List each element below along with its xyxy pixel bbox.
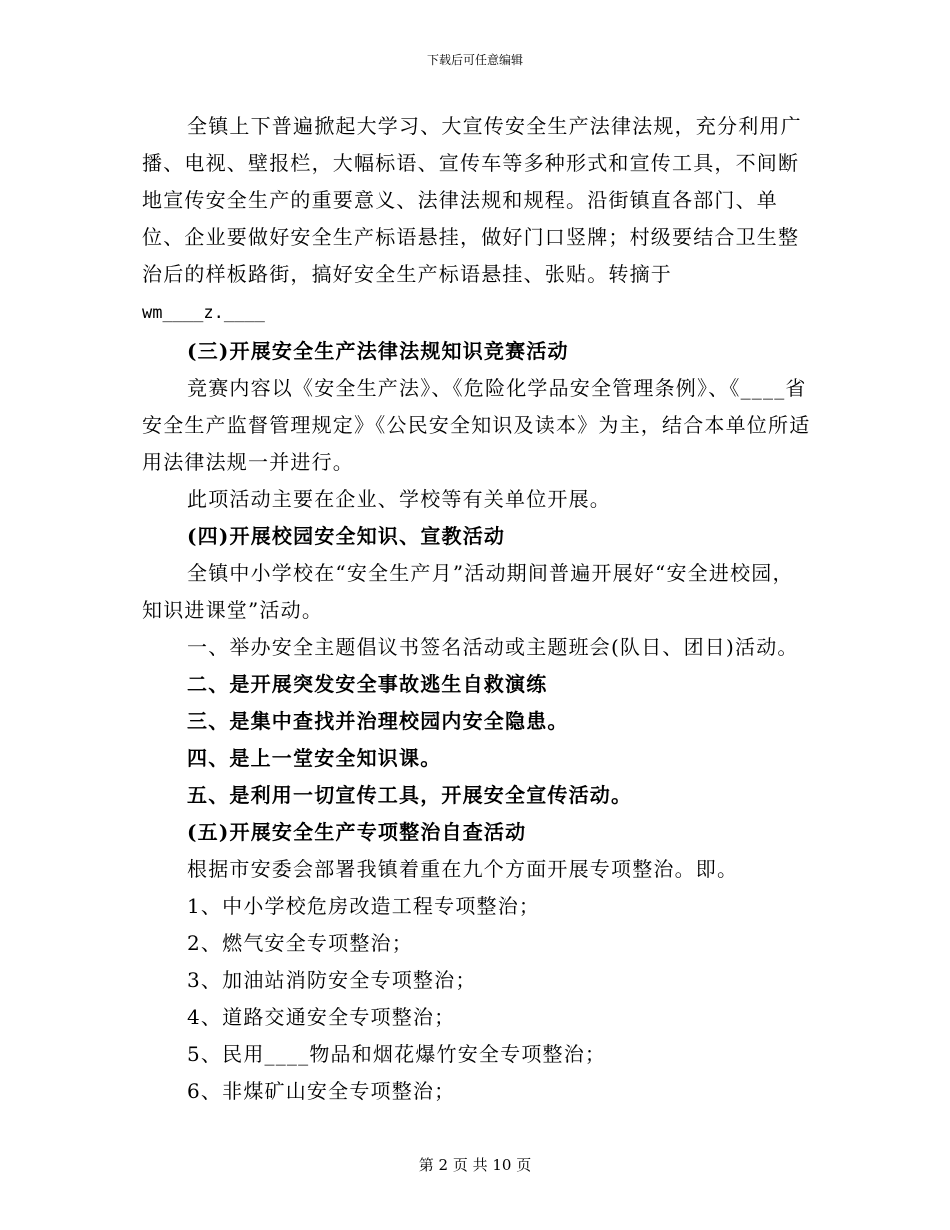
page-number-footer: 第 2 页 共 10 页	[418, 1156, 532, 1174]
list-item-campus-2: 二、是开展突发安全事故逃生自救演练	[187, 672, 548, 696]
document-body	[142, 108, 814, 1110]
page-header-note: 下载后可任意编辑	[426, 53, 523, 67]
paragraph-rectification-intro: 根据市安委会部署我镇着重在九个方面开展专项整治。即。	[187, 857, 739, 881]
source-reference: wm____z.____	[142, 303, 265, 323]
list-item-rectification-4: 4、道路交通安全专项整治；	[187, 1005, 456, 1029]
list-item-campus-1: 一、举办安全主题倡议书签名活动或主题班会(队日、团日)活动。	[187, 635, 799, 659]
list-item-rectification-6: 6、非煤矿山安全专项整治；	[187, 1079, 456, 1103]
section-heading-3: (三)开展安全生产法律法规知识竞赛活动	[187, 339, 569, 363]
list-item-rectification-3: 3、加油站消防安全专项整治；	[187, 968, 477, 992]
section-heading-4: (四)开展校园安全知识、宣教活动	[187, 524, 506, 548]
list-item-rectification-2: 2、燃气安全专项整治；	[187, 931, 413, 955]
list-item-campus-5: 五、是利用一切宣传工具，开展安全宣传活动。	[187, 783, 633, 807]
paragraph-campus-activity: 全镇中小学校在“安全生产月”活动期间普遍开展好“安全进校园，知识进课堂”活动。	[142, 561, 794, 622]
paragraph-publicity: 全镇上下普遍掀起大学习、大宣传安全生产法律法规，充分利用广播、电视、壁报栏，大幅标语、宣传车等多种形式和宣传工具，不间断地宣传安全生产的重要意义、法律法规和规程。沿街镇直各部门、单位、企业要做好安全生产标语悬挂，做好门口竖牌；村级要结合卫生整治后的样板路街，搞好安全生产标语悬挂、张贴。转摘于	[142, 114, 802, 286]
paragraph-competition-content: 竞赛内容以《安全生产法》、《危险化学品安全管理条例》、《____省安全生产监督管理规定》《公民安全知识及读本》为主，结合本单位所适用法律法规一并进行。	[142, 376, 811, 474]
list-item-campus-3: 三、是集中查找并治理校园内安全隐患。	[187, 709, 569, 733]
list-item-rectification-5: 5、民用____物品和烟花爆竹安全专项整治；	[187, 1042, 607, 1066]
paragraph-competition-scope: 此项活动主要在企业、学校等有关单位开展。	[187, 487, 611, 511]
section-heading-5: (五)开展安全生产专项整治自查活动	[187, 820, 527, 844]
list-item-rectification-1: 1、中小学校危房改造工程专项整治；	[187, 894, 541, 918]
list-item-campus-4: 四、是上一堂安全知识课。	[187, 746, 442, 770]
